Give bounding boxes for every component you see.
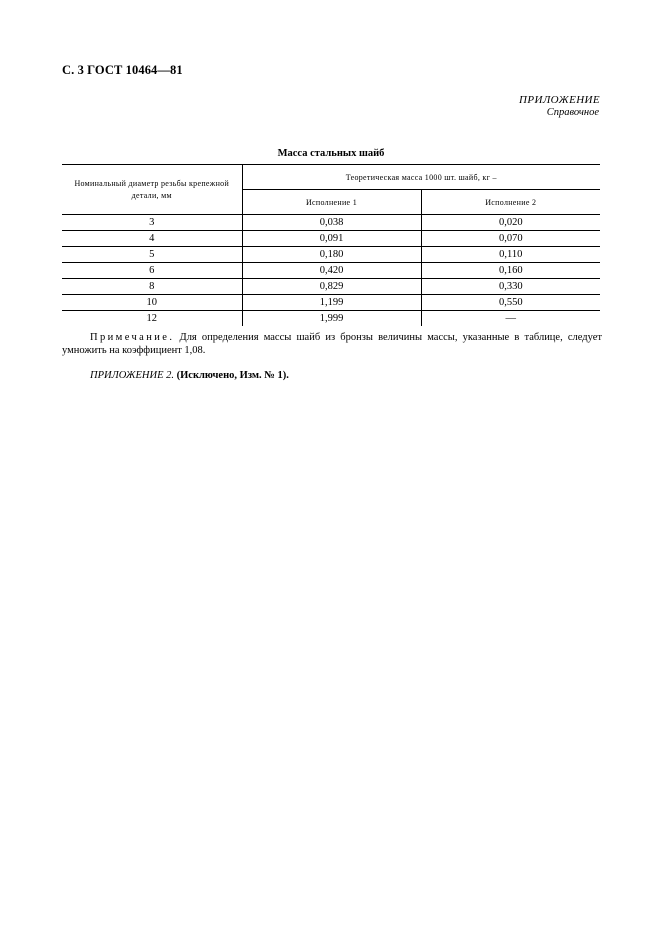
header-version-2: Исполнение 2 xyxy=(421,190,600,215)
table-caption: Масса стальных шайб xyxy=(277,148,385,159)
table-note xyxy=(62,331,602,357)
cell-version-1: 0,091 xyxy=(242,231,421,247)
washer-mass-table xyxy=(62,164,600,326)
appendix-2-label: ПРИЛОЖЕНИЕ 2. xyxy=(90,370,174,381)
header-diameter: Номинальный диаметр резьбы крепежной детали, мм xyxy=(62,165,242,215)
cell-version-1: 1,999 xyxy=(242,311,421,327)
cell-diameter: 10 xyxy=(62,295,242,311)
cell-version-2: 0,070 xyxy=(421,231,600,247)
table-row xyxy=(62,263,600,279)
cell-diameter: 6 xyxy=(62,263,242,279)
cell-version-1: 0,038 xyxy=(242,215,421,231)
note-label: Примечание. xyxy=(90,332,175,343)
cell-version-1: 1,199 xyxy=(242,295,421,311)
cell-diameter: 4 xyxy=(62,231,242,247)
page-header: С. 3 ГОСТ 10464—81 xyxy=(62,63,183,77)
table-row xyxy=(62,247,600,263)
table-row xyxy=(62,295,600,311)
appendix-heading xyxy=(519,94,600,119)
cell-diameter: 12 xyxy=(146,313,157,324)
header-version-1: Исполнение 1 xyxy=(242,190,421,215)
cell-version-1: 0,420 xyxy=(242,263,421,279)
cell-version-2: 0,020 xyxy=(421,215,600,231)
cell-diameter: 5 xyxy=(62,247,242,263)
table-row xyxy=(62,311,600,327)
cell-version-2: 0,110 xyxy=(421,247,600,263)
header-theoretical-mass: Теоретическая масса 1000 шт. шайб, кг – xyxy=(242,165,600,190)
table-row xyxy=(62,279,600,295)
cell-version-1: 0,180 xyxy=(242,247,421,263)
note-text: Для определения массы шайб из бронзы величины массы, указанные в таблице, следует умножить на коэффициент 1,08. xyxy=(62,332,602,356)
cell-version-2: 0,550 xyxy=(421,295,600,311)
cell-diameter: 8 xyxy=(62,279,242,295)
appendix-2-line xyxy=(90,370,289,381)
appendix-2-text: (Исключено, Изм. № 1). xyxy=(174,370,289,381)
cell-version-1: 0,829 xyxy=(242,279,421,295)
cell-version-2: 0,330 xyxy=(421,279,600,295)
table-row xyxy=(62,215,600,231)
cell-version-2: 0,160 xyxy=(421,263,600,279)
table-row xyxy=(62,231,600,247)
cell-diameter: 3 xyxy=(62,215,242,231)
appendix-subtitle: Справочное xyxy=(546,107,599,118)
appendix-title: ПРИЛОЖЕНИЕ xyxy=(519,94,600,106)
cell-version-2: — xyxy=(421,311,600,327)
